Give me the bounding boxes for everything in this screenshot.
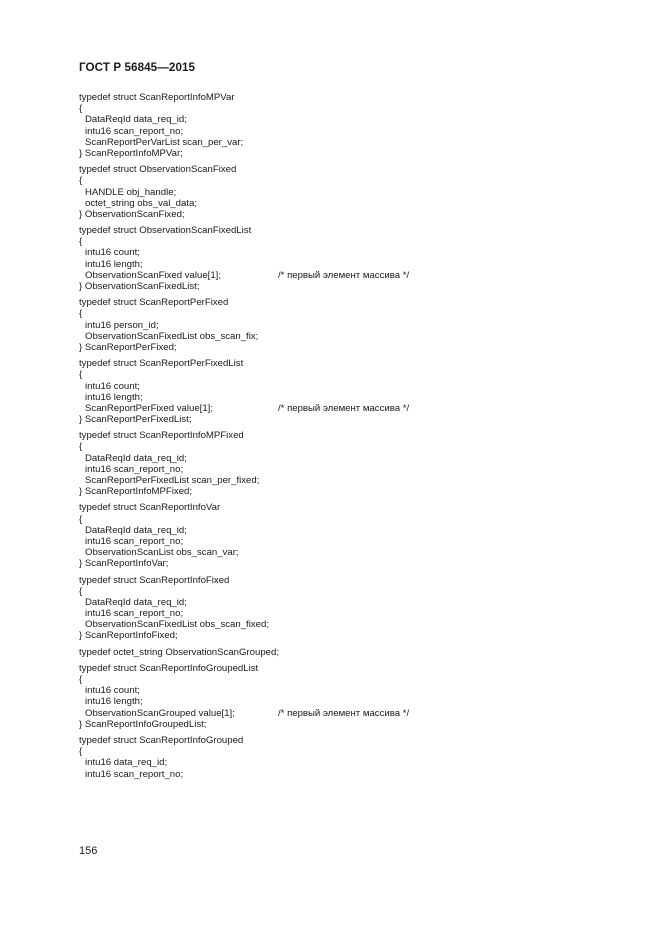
code-line	[79, 209, 599, 220]
code-text: intu16 scan_report_no;	[85, 125, 184, 137]
code-text: intu16 length;	[85, 391, 143, 403]
code-line	[79, 187, 599, 198]
code-line	[79, 308, 599, 319]
code-block	[79, 225, 599, 292]
code-line	[79, 225, 599, 236]
code-block	[79, 647, 599, 658]
code-line	[79, 297, 599, 308]
code-text: intu16 person_id;	[85, 319, 159, 331]
code-line	[79, 502, 599, 513]
code-comment: /* первый элемент массива */	[278, 269, 410, 281]
code-line	[79, 547, 599, 558]
code-text: DataReqId data_req_id;	[85, 114, 187, 126]
code-text: {	[79, 369, 83, 381]
code-line	[79, 175, 599, 186]
code-line	[79, 586, 599, 597]
code-block	[79, 663, 599, 730]
code-text: octet_string obs_val_data;	[85, 197, 198, 209]
code-text: DataReqId data_req_id;	[85, 596, 187, 608]
code-text: typedef struct ObservationScanFixedList	[79, 225, 252, 237]
code-line	[79, 270, 599, 281]
code-text: } ScanReportInfoMPFixed;	[79, 486, 193, 498]
code-text: } ObservationScanFixed;	[79, 208, 185, 220]
code-block	[79, 502, 599, 569]
code-line	[79, 148, 599, 159]
code-text: {	[79, 746, 83, 758]
code-line	[79, 685, 599, 696]
code-line	[79, 137, 599, 148]
code-line	[79, 453, 599, 464]
code-text: HANDLE obj_handle;	[85, 186, 177, 198]
code-text: } ScanReportInfoGroupedList;	[79, 718, 207, 730]
code-text: } ScanReportPerFixedList;	[79, 414, 192, 426]
code-text: ObservationScanGrouped value[1];	[85, 707, 235, 719]
code-line	[79, 708, 599, 719]
code-text: } ScanReportInfoMPVar;	[79, 147, 183, 159]
code-line	[79, 575, 599, 586]
code-text: typedef struct ScanReportInfoFixed	[79, 574, 230, 586]
page-number: 156	[79, 845, 98, 857]
code-line	[79, 103, 599, 114]
code-text: intu16 scan_report_no;	[85, 768, 184, 780]
code-line	[79, 342, 599, 353]
code-text: {	[79, 236, 83, 248]
code-line	[79, 663, 599, 674]
code-text: {	[79, 585, 83, 597]
code-text: ScanReportPerVarList scan_per_var;	[85, 136, 244, 148]
code-line	[79, 486, 599, 497]
code-line	[79, 164, 599, 175]
code-text: {	[79, 103, 83, 115]
code-text: ScanReportPerFixedList scan_per_fixed;	[85, 475, 260, 486]
code-text: typedef octet_string ObservationScanGrouped;	[79, 646, 279, 658]
code-text: {	[79, 513, 83, 525]
code-text: typedef struct ScanReportInfoGroupedList	[79, 662, 259, 674]
code-line	[79, 619, 599, 630]
code-line	[79, 259, 599, 270]
code-line	[79, 441, 599, 452]
code-comment: /* первый элемент массива */	[278, 707, 410, 719]
code-text: ObservationScanFixed value[1];	[85, 269, 221, 281]
code-line	[79, 674, 599, 685]
code-text: {	[79, 175, 83, 187]
code-block	[79, 575, 599, 642]
code-line	[79, 525, 599, 536]
code-line	[79, 320, 599, 331]
code-text: typedef struct ScanReportInfoMPVar	[79, 92, 235, 103]
code-text: intu16 scan_report_no;	[85, 463, 184, 475]
code-line	[79, 403, 599, 414]
code-line	[79, 464, 599, 475]
code-text: intu16 count;	[85, 685, 140, 697]
code-text: DataReqId data_req_id;	[85, 524, 187, 536]
code-line	[79, 92, 599, 103]
code-text: } ScanReportInfoFixed;	[79, 630, 178, 642]
code-line	[79, 757, 599, 768]
code-text: } ScanReportInfoVar;	[79, 558, 169, 570]
code-line	[79, 630, 599, 641]
code-listing	[79, 92, 599, 785]
code-text: ObservationScanList obs_scan_var;	[85, 547, 239, 559]
code-line	[79, 735, 599, 746]
code-line	[79, 126, 599, 137]
code-line	[79, 430, 599, 441]
code-line	[79, 769, 599, 780]
code-text: ObservationScanFixedList obs_scan_fix;	[85, 330, 259, 342]
code-text: DataReqId data_req_id;	[85, 452, 187, 464]
code-text: {	[79, 308, 83, 320]
code-text: intu16 count;	[85, 247, 140, 259]
code-line	[79, 536, 599, 547]
code-block	[79, 735, 599, 780]
code-line	[79, 746, 599, 757]
code-text: intu16 count;	[85, 380, 140, 392]
code-comment: /* первый элемент массива */	[278, 402, 410, 414]
standard-designation: ГОСТ Р 56845—2015	[79, 61, 196, 74]
code-line	[79, 369, 599, 380]
code-line	[79, 198, 599, 209]
code-line	[79, 331, 599, 342]
code-text: typedef struct ObservationScanFixed	[79, 164, 237, 176]
code-block	[79, 164, 599, 220]
code-line	[79, 475, 599, 486]
code-text: ScanReportPerFixed value[1];	[85, 402, 213, 414]
code-line	[79, 597, 599, 608]
code-text: {	[79, 674, 83, 685]
code-line	[79, 247, 599, 258]
code-line	[79, 414, 599, 425]
code-block	[79, 92, 599, 159]
code-text: } ScanReportPerFixed;	[79, 341, 177, 353]
code-text: intu16 data_req_id;	[85, 757, 168, 769]
code-block	[79, 430, 599, 497]
code-line	[79, 114, 599, 125]
code-line	[79, 608, 599, 619]
code-text: typedef struct ScanReportInfoMPFixed	[79, 430, 244, 442]
code-line	[79, 281, 599, 292]
code-text: } ObservationScanFixedList;	[79, 281, 200, 292]
code-line	[79, 719, 599, 730]
code-text: intu16 scan_report_no;	[85, 535, 184, 547]
code-line	[79, 381, 599, 392]
code-line	[79, 558, 599, 569]
code-text: typedef struct ScanReportInfoVar	[79, 502, 221, 514]
code-block	[79, 297, 599, 353]
code-text: intu16 length;	[85, 696, 143, 708]
code-block	[79, 358, 599, 425]
code-text: intu16 scan_report_no;	[85, 608, 184, 620]
code-line	[79, 358, 599, 369]
code-text: {	[79, 441, 83, 453]
code-text: typedef struct ScanReportInfoGrouped	[79, 734, 244, 746]
code-line	[79, 696, 599, 707]
code-text: ObservationScanFixedList obs_scan_fixed;	[85, 619, 269, 631]
code-text: typedef struct ScanReportPerFixedList	[79, 358, 244, 370]
code-line	[79, 236, 599, 247]
code-text: intu16 length;	[85, 258, 143, 270]
code-line	[79, 647, 599, 658]
code-line	[79, 392, 599, 403]
code-line	[79, 514, 599, 525]
code-text: typedef struct ScanReportPerFixed	[79, 297, 229, 309]
